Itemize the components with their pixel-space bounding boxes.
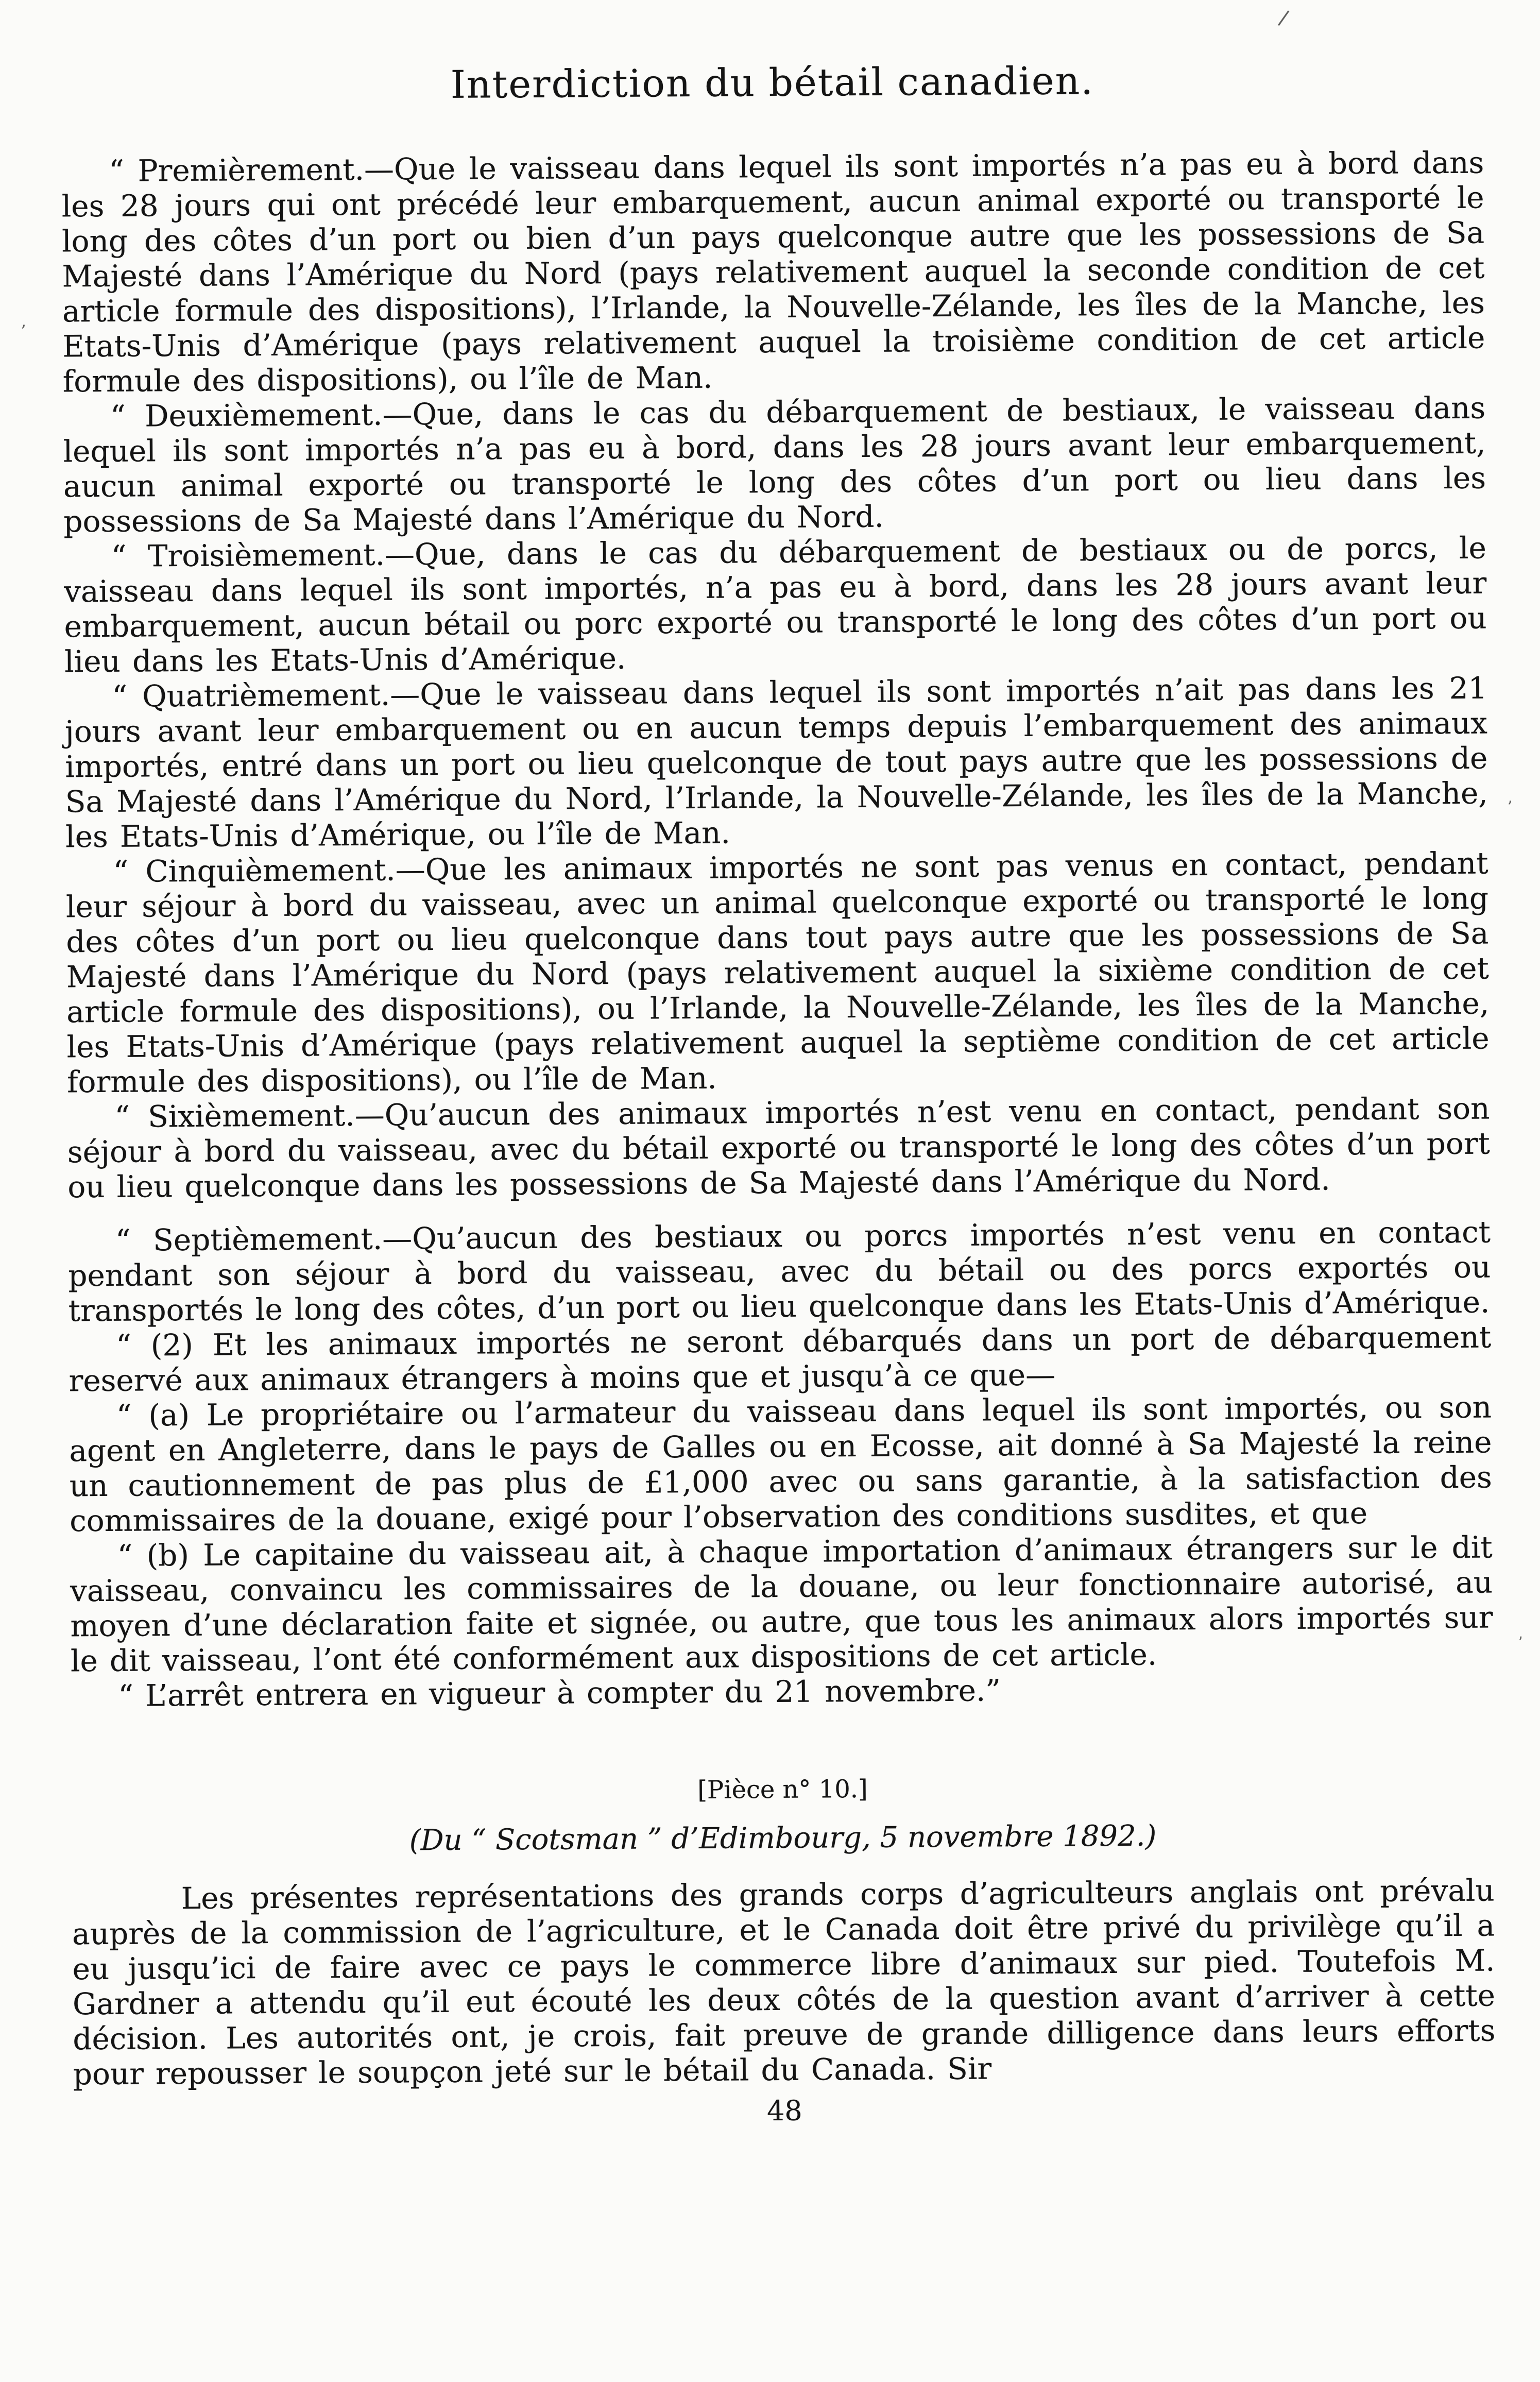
paragraph-clause-2: “ (2) Et les animaux importés ne seront débarqués dans un port de débarquement reservé aux animaux étrangers à moins que et jusqu’à ce que— [69, 1319, 1492, 1399]
paragraph-premierement: “ Premièrement.—Que le vaisseau dans lequel ils sont importés n’a pas eu à bord dans les 28 jours qui ont précédé leur embarquement, aucun animal exporté ou transporté le long des côtes d’un port ou bien d’un pays quelconque autre que les possessions de Sa Majesté dans l’Amérique du Nord (pays relativement auquel la seconde condition de cet article formule des dispositions), l’Irlande, la Nouvelle-Zélande, les îles de la Manche, les Etats-Unis d’Amérique (pays relativement auquel la troisième condition de cet article formule des dispositions), ou l’île de Man. [61, 145, 1485, 399]
paragraph-troisiemement: “ Troisièmement.—Que, dans le cas du débarquement de bestiaux ou de porcs, le vaisseau dans lequel ils sont importés, n’a pas eu à bord, dans les 28 jours avant leur embarquement, aucun bétail ou porc exporté ou transporté le long des côtes d’un port ou lieu dans les Etats-Unis d’Amérique. [64, 530, 1487, 679]
paragraph-arret-vigueur: “ L’arrêt entrera en vigueur à compter du 21 novembre.” [118, 1673, 1001, 1713]
paragraph-clause-a: “ (a) Le propriétaire ou l’armateur du vaisseau dans lequel ils sont importés, ou son agent en Angleterre, dans le pays de Galles ou en Ecosse, ait donné à Sa Majesté la reine un cautionnement de pas plus de £1,000 avec ou sans garantie, à la satisfaction des commissaires de la douane, exigé pour l’observation des conditions susdites, et que [69, 1389, 1493, 1539]
paragraph-septiemement: “ Septièmement.—Qu’aucun des bestiaux ou porcs importés n’est venu en contact pendant son séjour à bord du vaisseau, avec du bétail ou des porcs exportés ou transportés le long des côtes, d’un port ou lieu quelconque dans les Etats-Unis d’Amérique. [68, 1214, 1491, 1329]
scan-speck: / [1276, 5, 1291, 30]
closing-paragraph: Les présentes représentations des grands corps d’agriculteurs anglais ont prévalu auprès de la commission de l’agriculture, et le Canada doit être privé du privilège qu’il a eu jusqu’ici de faire avec ce pays le commerce libre d’animaux sur pied. Toutefois M. Gardner a attendu qu’il eut écouté les deux côtés de la question avant d’arriver à cette décision. Les autorités ont, je crois, fait preuve de grande dilligence dans leurs efforts pour repousser le soupçon jeté sur le bétail du Canada. Sir [72, 1873, 1496, 2092]
paragraph-quatriemement: “ Quatrièmement.—Que le vaisseau dans lequel ils sont importés n’ait pas dans les 21 jours avant leur embarquement ou en aucun temps depuis l’embarquement des animaux importés, entré dans un port ou lieu quelconque de tout pays autre que les possessions de Sa Majesté dans l’Amérique du Nord, l’Irlande, la Nouvelle-Zélande, les îles de la Manche, les Etats-Unis d’Amérique, ou l’île de Man. [64, 670, 1488, 855]
paragraph-cinquiemement: “ Cinquièmement.—Que les animaux importés ne sont pas venus en contact, pendant leur séjour à bord du vaisseau, avec un animal quelconque exporté ou transporté le long des côtes d’un port ou lieu quelconque dans tout pays autre que les possessions de Sa Majesté dans l’Amérique du Nord (pays relativement auquel la sixième condition de cet article formule des dispositions), ou l’Irlande, la Nouvelle-Zélande, les îles de la Manche, les Etats-Unis d’Amérique (pays relativement auquel la septième condition de cet article formule des dispositions), ou l’île de Man. [65, 845, 1490, 1100]
scan-speck: ‚ [21, 312, 26, 331]
scanned-document-page [21, 5, 1525, 2132]
scan-speck: ’ [1517, 1633, 1525, 1651]
paragraph-clause-b: “ (b) Le capitaine du vaisseau ait, à chaque importation d’animaux étrangers sur le dit vaisseau, convaincu les commissaires de la douane, ou leur fonctionnaire autorisé, au moyen d’une déclaration faite et signée, ou autre, que tous les animaux alors importés sur le dit vaisseau, l’ont été conformément aux dispositions de cet article. [70, 1529, 1493, 1679]
paragraph-deuxiemement: “ Deuxièmement.—Que, dans le cas du débarquement de bestiaux, le vaisseau dans lequel ils sont importés n’a pas eu à bord, dans les 28 jours avant leur embarquement, aucun animal exporté ou transporté le long des côtes d’un port ou lieu dans les possessions de Sa Majesté dans l’Amérique du Nord. [63, 390, 1486, 539]
page-number: 48 [766, 2094, 802, 2128]
scan-speck: ’ [1507, 798, 1513, 816]
page-title: Interdiction du bétail canadien. [450, 59, 1094, 107]
piece-number-label: [Pièce n° 10.] [697, 1774, 868, 1805]
source-citation: (Du “ Scotsman ” d’Edimbourg, 5 novembre 1892.) [409, 1819, 1157, 1858]
paragraph-sixiemement: “ Sixièmement.—Qu’aucun des animaux importés n’est venu en contact, pendant son séjour à bord du vaisseau, avec du bétail exporté ou transporté le long des côtes d’un port ou lieu quelconque dans les possessions de Sa Majesté dans l’Amérique du Nord. [67, 1091, 1491, 1205]
